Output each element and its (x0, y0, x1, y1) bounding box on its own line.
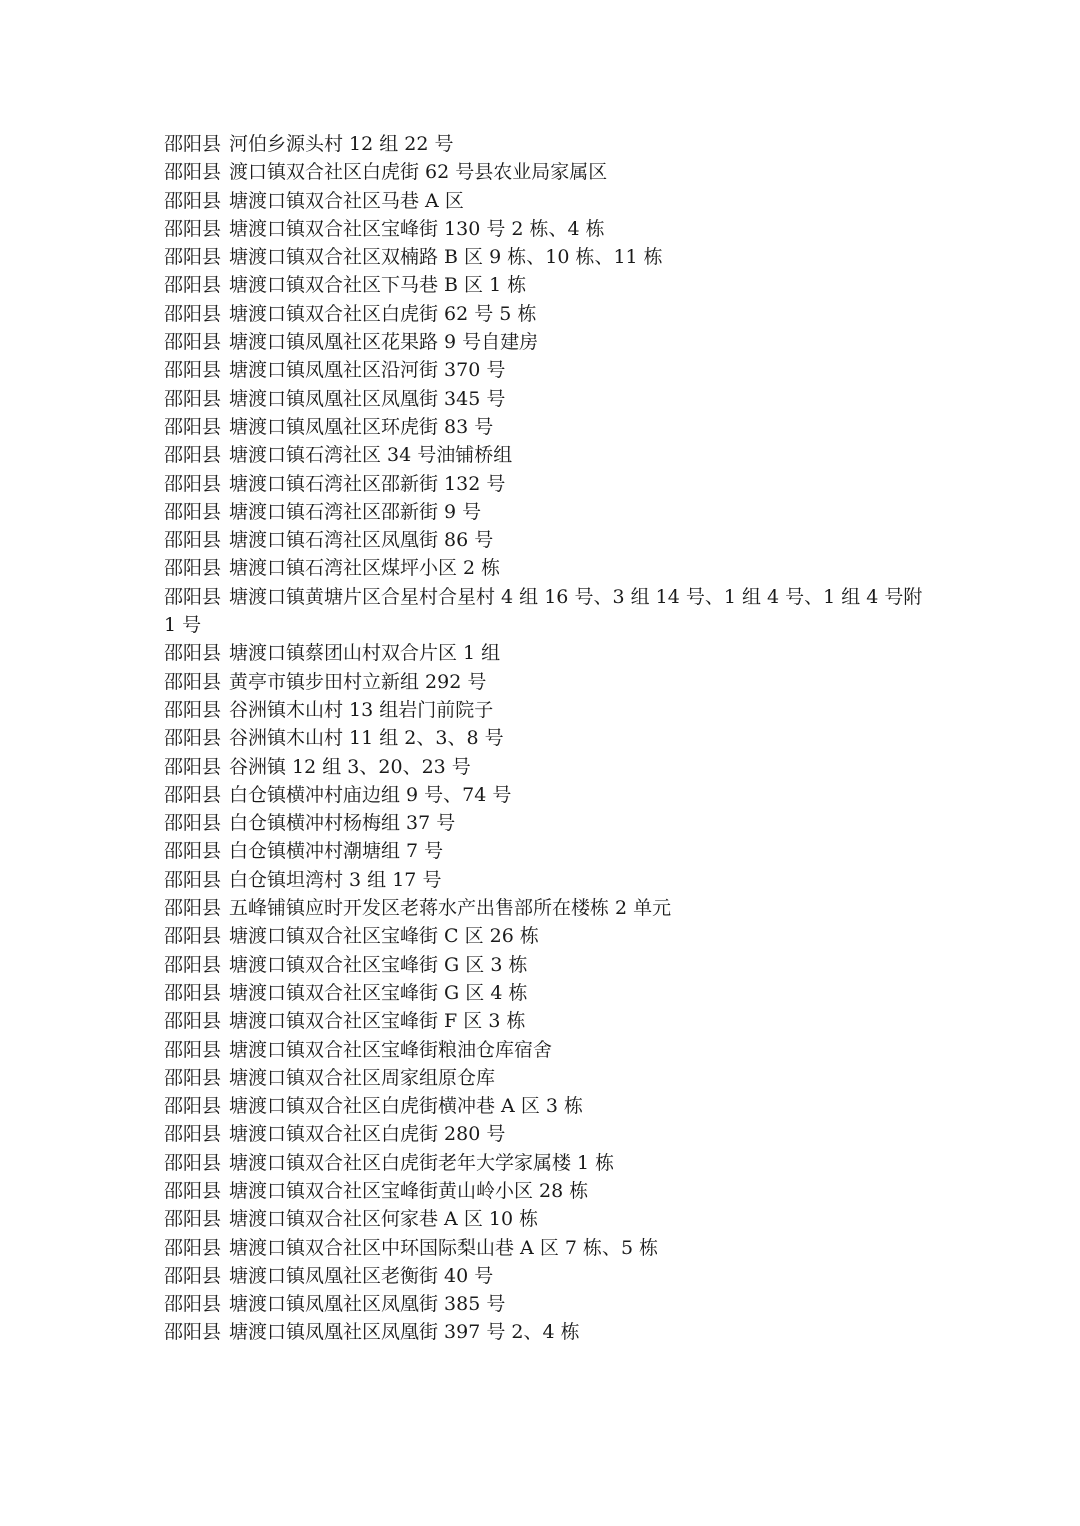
address-line (164, 300, 934, 328)
address-line (164, 356, 934, 384)
address-line (164, 668, 934, 696)
address-line (164, 979, 934, 1007)
county-name: 邵阳县 (164, 529, 222, 552)
address-detail: 塘渡口镇双合社区白虎街横冲巷 A 区 3 栋 (229, 1095, 583, 1118)
address-line (164, 271, 934, 299)
address-line (164, 1007, 934, 1035)
address-detail: 塘渡口镇凤凰社区花果路 9 号自建房 (229, 331, 539, 354)
address-line (164, 130, 934, 158)
county-name: 邵阳县 (164, 868, 222, 891)
county-name: 邵阳县 (164, 1066, 222, 1089)
address-detail: 塘渡口镇双合社区白虎街 280 号 (229, 1123, 506, 1146)
county-name: 邵阳县 (164, 161, 222, 184)
address-detail: 塘渡口镇凤凰社区凤凰街 397 号 2、4 栋 (229, 1321, 580, 1344)
county-name: 邵阳县 (164, 981, 222, 1004)
address-line (164, 158, 934, 186)
county-name: 邵阳县 (164, 670, 222, 693)
address-line (164, 1234, 934, 1262)
county-name: 邵阳县 (164, 727, 222, 750)
address-detail: 塘渡口镇石湾社区凤凰街 86 号 (229, 529, 494, 552)
address-line (164, 724, 934, 752)
address-detail: 塘渡口镇双合社区双楠路 B 区 9 栋、10 栋、11 栋 (229, 246, 663, 269)
county-name: 邵阳县 (164, 387, 222, 410)
address-detail: 塘渡口镇双合社区何家巷 A 区 10 栋 (229, 1208, 539, 1231)
address-detail: 塘渡口镇双合社区宝峰街黄山岭小区 28 栋 (229, 1179, 589, 1202)
address-line (164, 1036, 934, 1064)
county-name: 邵阳县 (164, 755, 222, 778)
address-detail: 塘渡口镇石湾社区 34 号油铺桥组 (229, 444, 513, 467)
county-name: 邵阳县 (164, 133, 222, 155)
county-name: 邵阳县 (164, 557, 222, 580)
address-line (164, 1318, 934, 1346)
address-detail: 白仓镇横冲村杨梅组 37 号 (229, 812, 456, 835)
county-name: 邵阳县 (164, 642, 222, 665)
address-line (164, 470, 934, 498)
county-name: 邵阳县 (164, 897, 222, 920)
address-line (164, 1290, 934, 1318)
address-detail: 黄亭市镇步田村立新组 292 号 (229, 670, 487, 693)
address-detail: 塘渡口镇双合社区宝峰街粮油仓库宿舍 (229, 1038, 553, 1061)
county-name: 邵阳县 (164, 585, 222, 608)
address-line (164, 498, 934, 526)
address-detail: 塘渡口镇双合社区宝峰街 C 区 26 栋 (229, 925, 539, 948)
county-name: 邵阳县 (164, 1010, 222, 1033)
county-name: 邵阳县 (164, 1151, 222, 1174)
county-name: 邵阳县 (164, 1038, 222, 1061)
county-name: 邵阳县 (164, 840, 222, 863)
county-name: 邵阳县 (164, 189, 222, 212)
county-name: 邵阳县 (164, 500, 222, 523)
address-line (164, 951, 934, 979)
county-name: 邵阳县 (164, 953, 222, 976)
address-line (164, 1177, 934, 1205)
address-detail: 塘渡口镇双合社区宝峰街 130 号 2 栋、4 栋 (229, 217, 605, 240)
county-name: 邵阳县 (164, 1293, 222, 1316)
county-name: 邵阳县 (164, 698, 222, 721)
address-line (164, 1120, 934, 1148)
address-line (164, 866, 934, 894)
address-line (164, 1262, 934, 1290)
address-detail: 塘渡口镇石湾社区邵新街 9 号 (229, 500, 482, 523)
county-name: 邵阳县 (164, 1236, 222, 1259)
address-detail: 塘渡口镇石湾社区煤坪小区 2 栋 (229, 557, 501, 580)
county-name: 邵阳县 (164, 783, 222, 806)
county-name: 邵阳县 (164, 302, 222, 325)
address-line (164, 583, 934, 640)
county-name: 邵阳县 (164, 359, 222, 382)
county-name: 邵阳县 (164, 1123, 222, 1146)
address-line (164, 215, 934, 243)
address-line (164, 385, 934, 413)
county-name: 邵阳县 (164, 1264, 222, 1287)
address-line (164, 639, 934, 667)
county-name: 邵阳县 (164, 246, 222, 269)
address-detail: 塘渡口镇双合社区宝峰街 F 区 3 栋 (229, 1010, 526, 1033)
address-line (164, 187, 934, 215)
address-line (164, 894, 934, 922)
county-name: 邵阳县 (164, 925, 222, 948)
address-detail: 塘渡口镇凤凰社区沿河街 370 号 (229, 359, 506, 382)
address-line (164, 809, 934, 837)
address-line (164, 753, 934, 781)
address-line (164, 1149, 934, 1177)
address-detail: 谷洲镇木山村 13 组岩门前院子 (229, 698, 494, 721)
address-detail: 塘渡口镇双合社区白虎街老年大学家属楼 1 栋 (229, 1151, 615, 1174)
address-detail: 白仓镇横冲村潮塘组 7 号 (229, 840, 444, 863)
address-line (164, 922, 934, 950)
address-line (164, 837, 934, 865)
county-name: 邵阳县 (164, 444, 222, 467)
address-line (164, 1092, 934, 1120)
address-line (164, 554, 934, 582)
address-line (164, 328, 934, 356)
address-line (164, 1205, 934, 1233)
address-detail: 塘渡口镇双合社区马巷 A 区 (229, 189, 464, 212)
address-list (164, 130, 934, 1347)
address-detail: 塘渡口镇双合社区宝峰街 G 区 4 栋 (229, 981, 528, 1004)
address-line (164, 781, 934, 809)
address-detail: 白仓镇横冲村庙边组 9 号、74 号 (229, 783, 512, 806)
address-line (164, 696, 934, 724)
address-detail: 塘渡口镇凤凰社区凤凰街 345 号 (229, 387, 506, 410)
address-line (164, 441, 934, 469)
county-name: 邵阳县 (164, 472, 222, 495)
address-detail: 五峰铺镇应时开发区老蒋水产出售部所在楼栋 2 单元 (229, 897, 672, 920)
address-detail: 塘渡口镇黄塘片区合星村合星村 4 组 16 号、3 组 14 号、1 组 4 号、1 组 4 号附 1 号 (164, 585, 923, 637)
address-detail: 渡口镇双合社区白虎街 62 号县农业局家属区 (229, 161, 608, 184)
address-detail: 塘渡口镇双合社区中环国际梨山巷 A 区 7 栋、5 栋 (229, 1236, 659, 1259)
county-name: 邵阳县 (164, 217, 222, 240)
address-detail: 塘渡口镇凤凰社区环虎街 83 号 (229, 415, 494, 438)
address-detail: 塘渡口镇双合社区白虎街 62 号 5 栋 (229, 302, 537, 325)
county-name: 邵阳县 (164, 1095, 222, 1118)
address-line (164, 243, 934, 271)
address-detail: 河伯乡源头村 12 组 22 号 (229, 133, 454, 155)
county-name: 邵阳县 (164, 415, 222, 438)
county-name: 邵阳县 (164, 274, 222, 297)
address-detail: 塘渡口镇蔡团山村双合片区 1 组 (229, 642, 501, 665)
county-name: 邵阳县 (164, 1179, 222, 1202)
county-name: 邵阳县 (164, 331, 222, 354)
address-detail: 塘渡口镇凤凰社区凤凰街 385 号 (229, 1293, 506, 1316)
address-detail: 塘渡口镇双合社区下马巷 B 区 1 栋 (229, 274, 527, 297)
county-name: 邵阳县 (164, 812, 222, 835)
address-detail: 谷洲镇木山村 11 组 2、3、8 号 (229, 727, 504, 750)
address-detail: 塘渡口镇石湾社区邵新街 132 号 (229, 472, 506, 495)
county-name: 邵阳县 (164, 1321, 222, 1344)
address-line (164, 413, 934, 441)
address-detail: 塘渡口镇双合社区宝峰街 G 区 3 栋 (229, 953, 528, 976)
address-detail: 白仓镇坦湾村 3 组 17 号 (229, 868, 442, 891)
address-detail: 谷洲镇 12 组 3、20、23 号 (229, 755, 471, 778)
county-name: 邵阳县 (164, 1208, 222, 1231)
address-line (164, 526, 934, 554)
address-line (164, 1064, 934, 1092)
address-detail: 塘渡口镇双合社区周家组原仓库 (229, 1066, 496, 1089)
address-detail: 塘渡口镇凤凰社区老衡街 40 号 (229, 1264, 494, 1287)
